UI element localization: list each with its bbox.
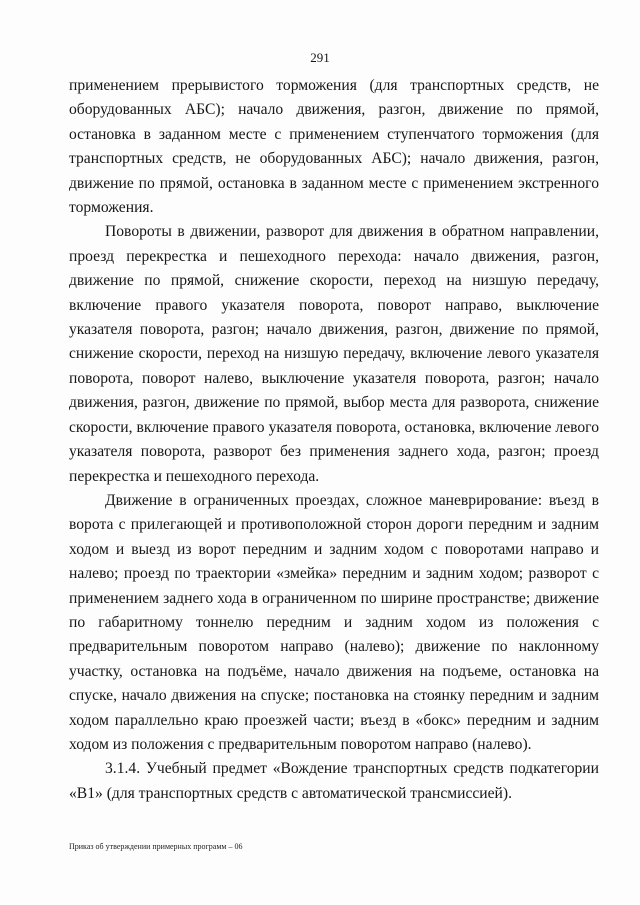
paragraph-restricted-driving: Движение в ограниченных проездах, сложное маневрирование: въезд в ворота с прилегающей и противоположной сторон дороги передним и задним ходом и выезд из ворот передним и задним ходом с поворотами направо и налево; проезд по траектории «змейка» передним и задним ходом; разворот с применением заднего хода в ограниченном по ширине пространстве; движение по габаритному тоннелю передним и задним ходом из положения с предварительным поворотом направо (налево); движение по наклонному участку, остановка на подъёме, начало движения на подъеме, остановка на спуске, начало движения на спуске; постановка на стоянку передним и задним ходом параллельно краю проезжей части; въезд в «бокс» передним и задним ходом из положения с предварительным поворотом направо (налево). — [69, 491, 599, 753]
paragraph-braking-continuation: применением прерывистого торможения (для транспортных средств, не оборудованных АБС); начало движения, разгон, движение по прямой, остановка в заданном месте с применением ступенчатого торможения (для транспортных средств, не оборудованных АБС); начало движения, разгон, движение по прямой, остановка в заданном месте с применением экстренного торможения. — [69, 77, 599, 217]
body-text — [69, 74, 599, 806]
paragraph-turns-and-reversal: Повороты в движении, разворот для движения в обратном направлении, проезд перекрестка и пешеходного перехода: начало движения, разгон, движение по прямой, снижение скорости, переход на низшую передачу, включение правого указателя поворота, поворот направо, выключение указателя поворота, разгон; начало движения, разгон, движение по прямой, снижение скорости, переход на низшую передачу, включение левого указателя поворота, поворот налево, выключение указателя поворота, разгон; начало движения, разгон, движение по прямой, выбор места для разворота, снижение скорости, включение правого указателя поворота, остановка, включение левого указателя поворота, разворот без применения заднего хода, разгон; проезд перекрестка и пешеходного перехода. — [69, 223, 599, 485]
page-number: 291 — [310, 50, 330, 65]
section-heading-3-1-4: 3.1.4. Учебный предмет «Вождение транспортных средств подкатегории «В1» (для транспортных средств с автоматической трансмиссией). — [69, 760, 599, 802]
page-footer: Приказ об утверждении примерных программ – 06 — [69, 842, 243, 851]
